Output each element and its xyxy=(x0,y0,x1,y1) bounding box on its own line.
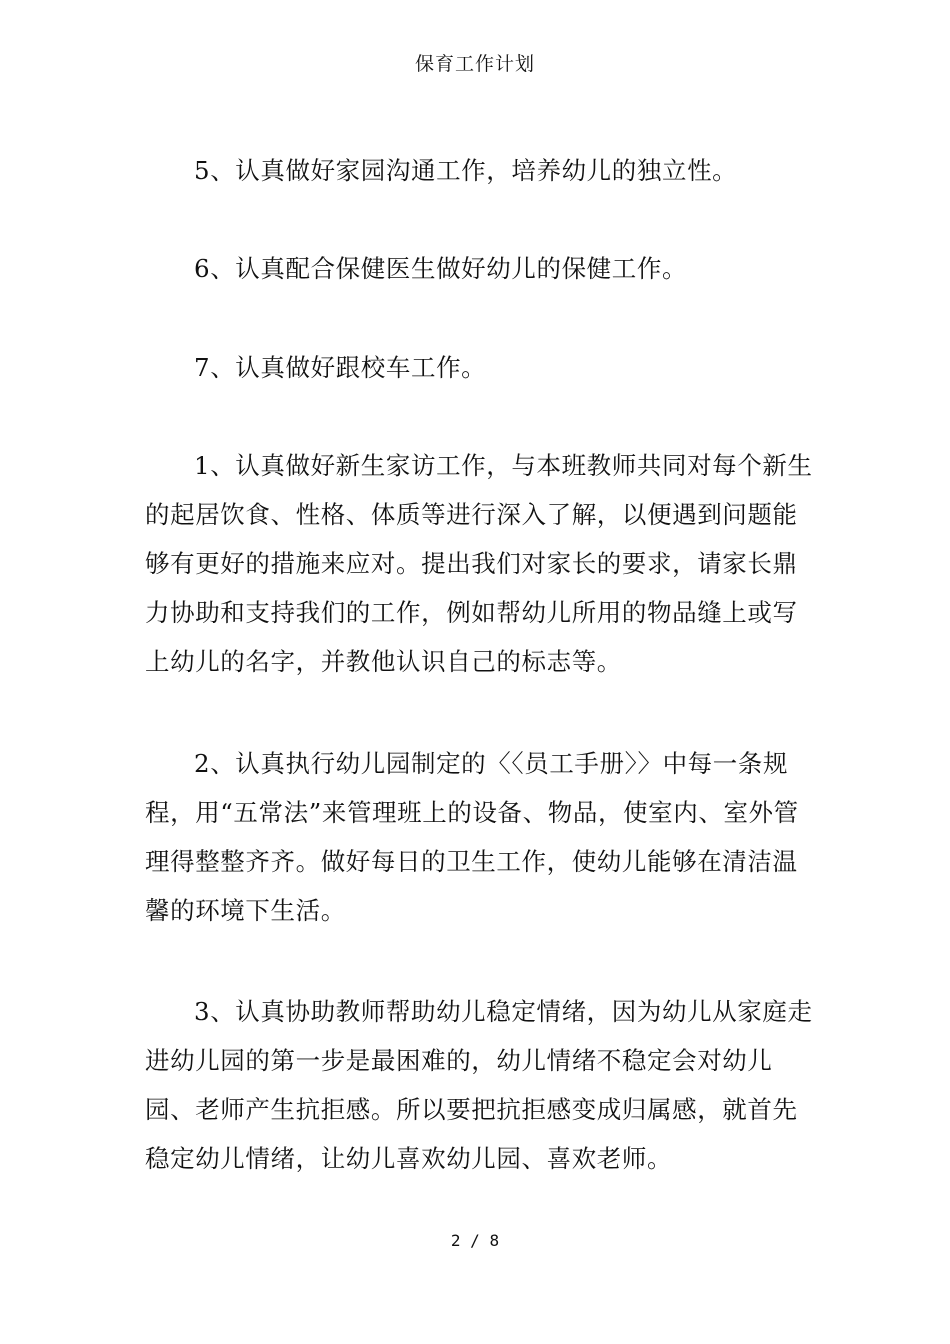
paragraph-section-2: 2、认真执行幼儿园制定的〈〈员工手册〉〉中每一条规程，用“五常法”来管理班上的设备、物品，使室内、室外管理得整整齐齐。做好每日的卫生工作，使幼儿能够在清洁温馨的环境下生活。 xyxy=(145,749,799,925)
paragraph-section-1: 1、认真做好新生家访工作，与本班教师共同对每个新生的起居饮食、性格、体质等进行深入了解，以便遇到问题能够有更好的措施来应对。提出我们对家长的要求，请家长鼎力协助和支持我们的工作，例如帮幼儿所用的物品缝上或写上幼儿的名字，并教他认识自己的标志等。 xyxy=(145,451,813,676)
paragraph-item-5: 5、认真做好家园沟通工作，培养幼儿的独立性。 xyxy=(194,156,738,185)
page-header-title: 保育工作计划 xyxy=(414,53,535,75)
paragraph-item-7: 7、认真做好跟校车工作。 xyxy=(194,353,487,382)
paragraph-section-3: 3、认真协助教师帮助幼儿稳定情绪，因为幼儿从家庭走进幼儿园的第一步是最困难的，幼儿情绪不稳定会对幼儿园、老师产生抗拒感。所以要把抗拒感变成归属感，就首先稳定幼儿情绪，让幼儿喜欢幼儿园、喜欢老师。 xyxy=(145,997,813,1173)
page-number: 2 / 8 xyxy=(450,1231,500,1250)
paragraph-item-6: 6、认真配合保健医生做好幼儿的保健工作。 xyxy=(194,254,688,283)
